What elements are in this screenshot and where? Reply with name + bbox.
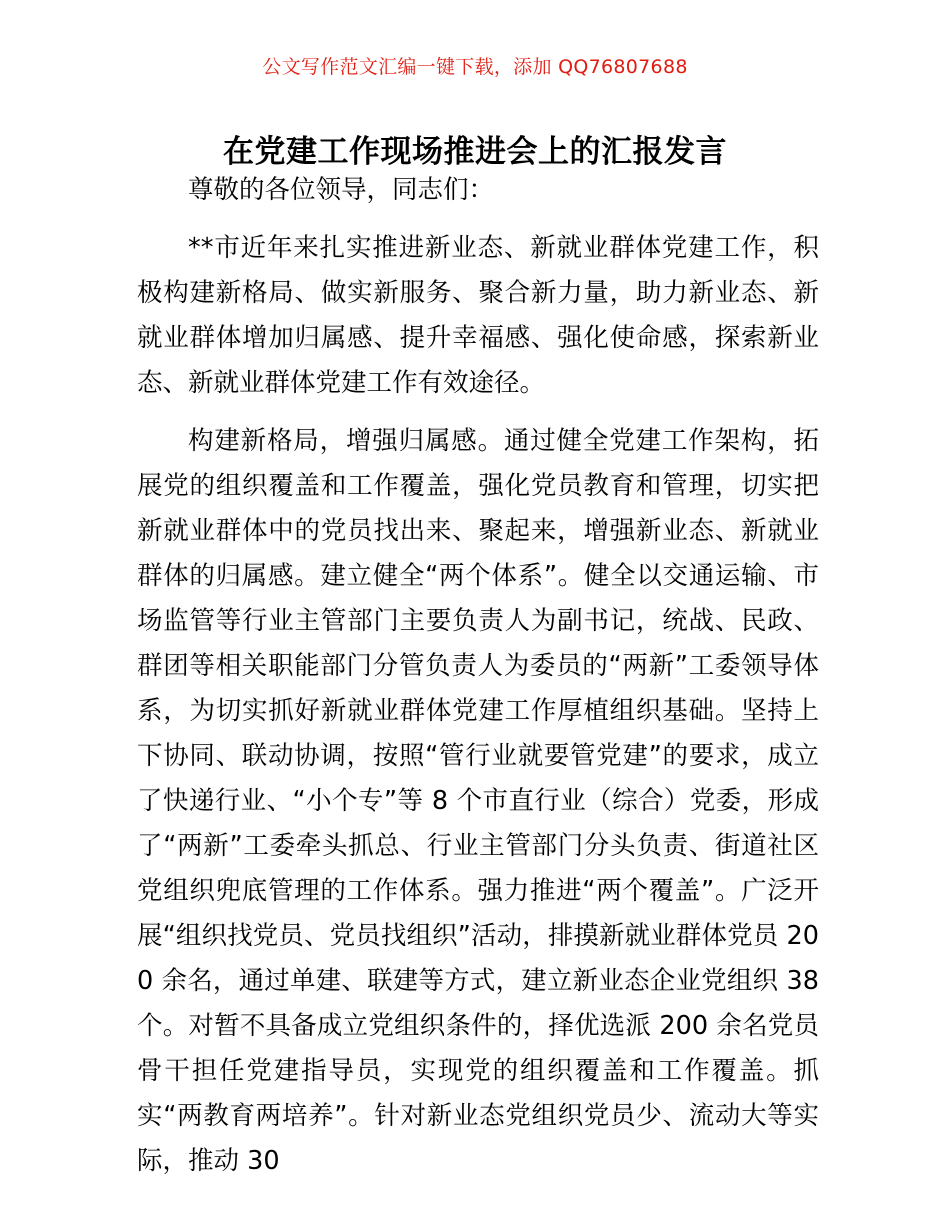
paragraph-intro: **市近年来扎实推进新业态、新就业群体党建工作，积极构建新格局、做实新服务、聚合新力量，助力新业态、新就业群体增加归属感、提升幸福感、强化使命感，探索新业态、新就业群体党建工作有效途径。: [137, 233, 819, 398]
promo-header-text: 公文写作范文汇编一键下载，添加 QQ76807688: [262, 56, 688, 78]
document-title: 在党建工作现场推进会上的汇报发言: [223, 133, 727, 170]
paragraph-salutation: 尊敬的各位领导，同志们：: [188, 175, 495, 205]
document-body: [137, 168, 819, 1184]
paragraph-section-one: 构建新格局，增强归属感。通过健全党建工作架构，拓展党的组织覆盖和工作覆盖，强化党员教育和管理，切实把新就业群体中的党员找出来、聚起来，增强新业态、新就业群体的归属感。建立健全“两个体系”。健全以交通运输、市场监管等行业主管部门主要负责人为副书记，统战、民政、群团等相关职能部门分管负责人为委员的“两新”工委领导体系，为切实抓好新就业群体党建工作厚植组织基础。坚持上下协同、联动协调，按照“管行业就要管党建”的要求，成立了快递行业、“小个专”等 8 个市直行业（综合）党委，形成了“两新”工委牵头抓总、行业主管部门分头负责、街道社区党组织兜底管理的工作体系。强力推进“两个覆盖”。广泛开展“组织找党员、党员找组织”活动，排摸新就业群体党员 200 余名，通过单建、联建等方式，建立新业态企业党组织 38 个。对暂不具备成立党组织条件的，择优选派 200 余名党员骨干担任党建指导员，实现党的组织覆盖和工作覆盖。抓实“两教育两培养”。针对新业态党组织党员少、流动大等实际，推动 30: [137, 426, 819, 1176]
